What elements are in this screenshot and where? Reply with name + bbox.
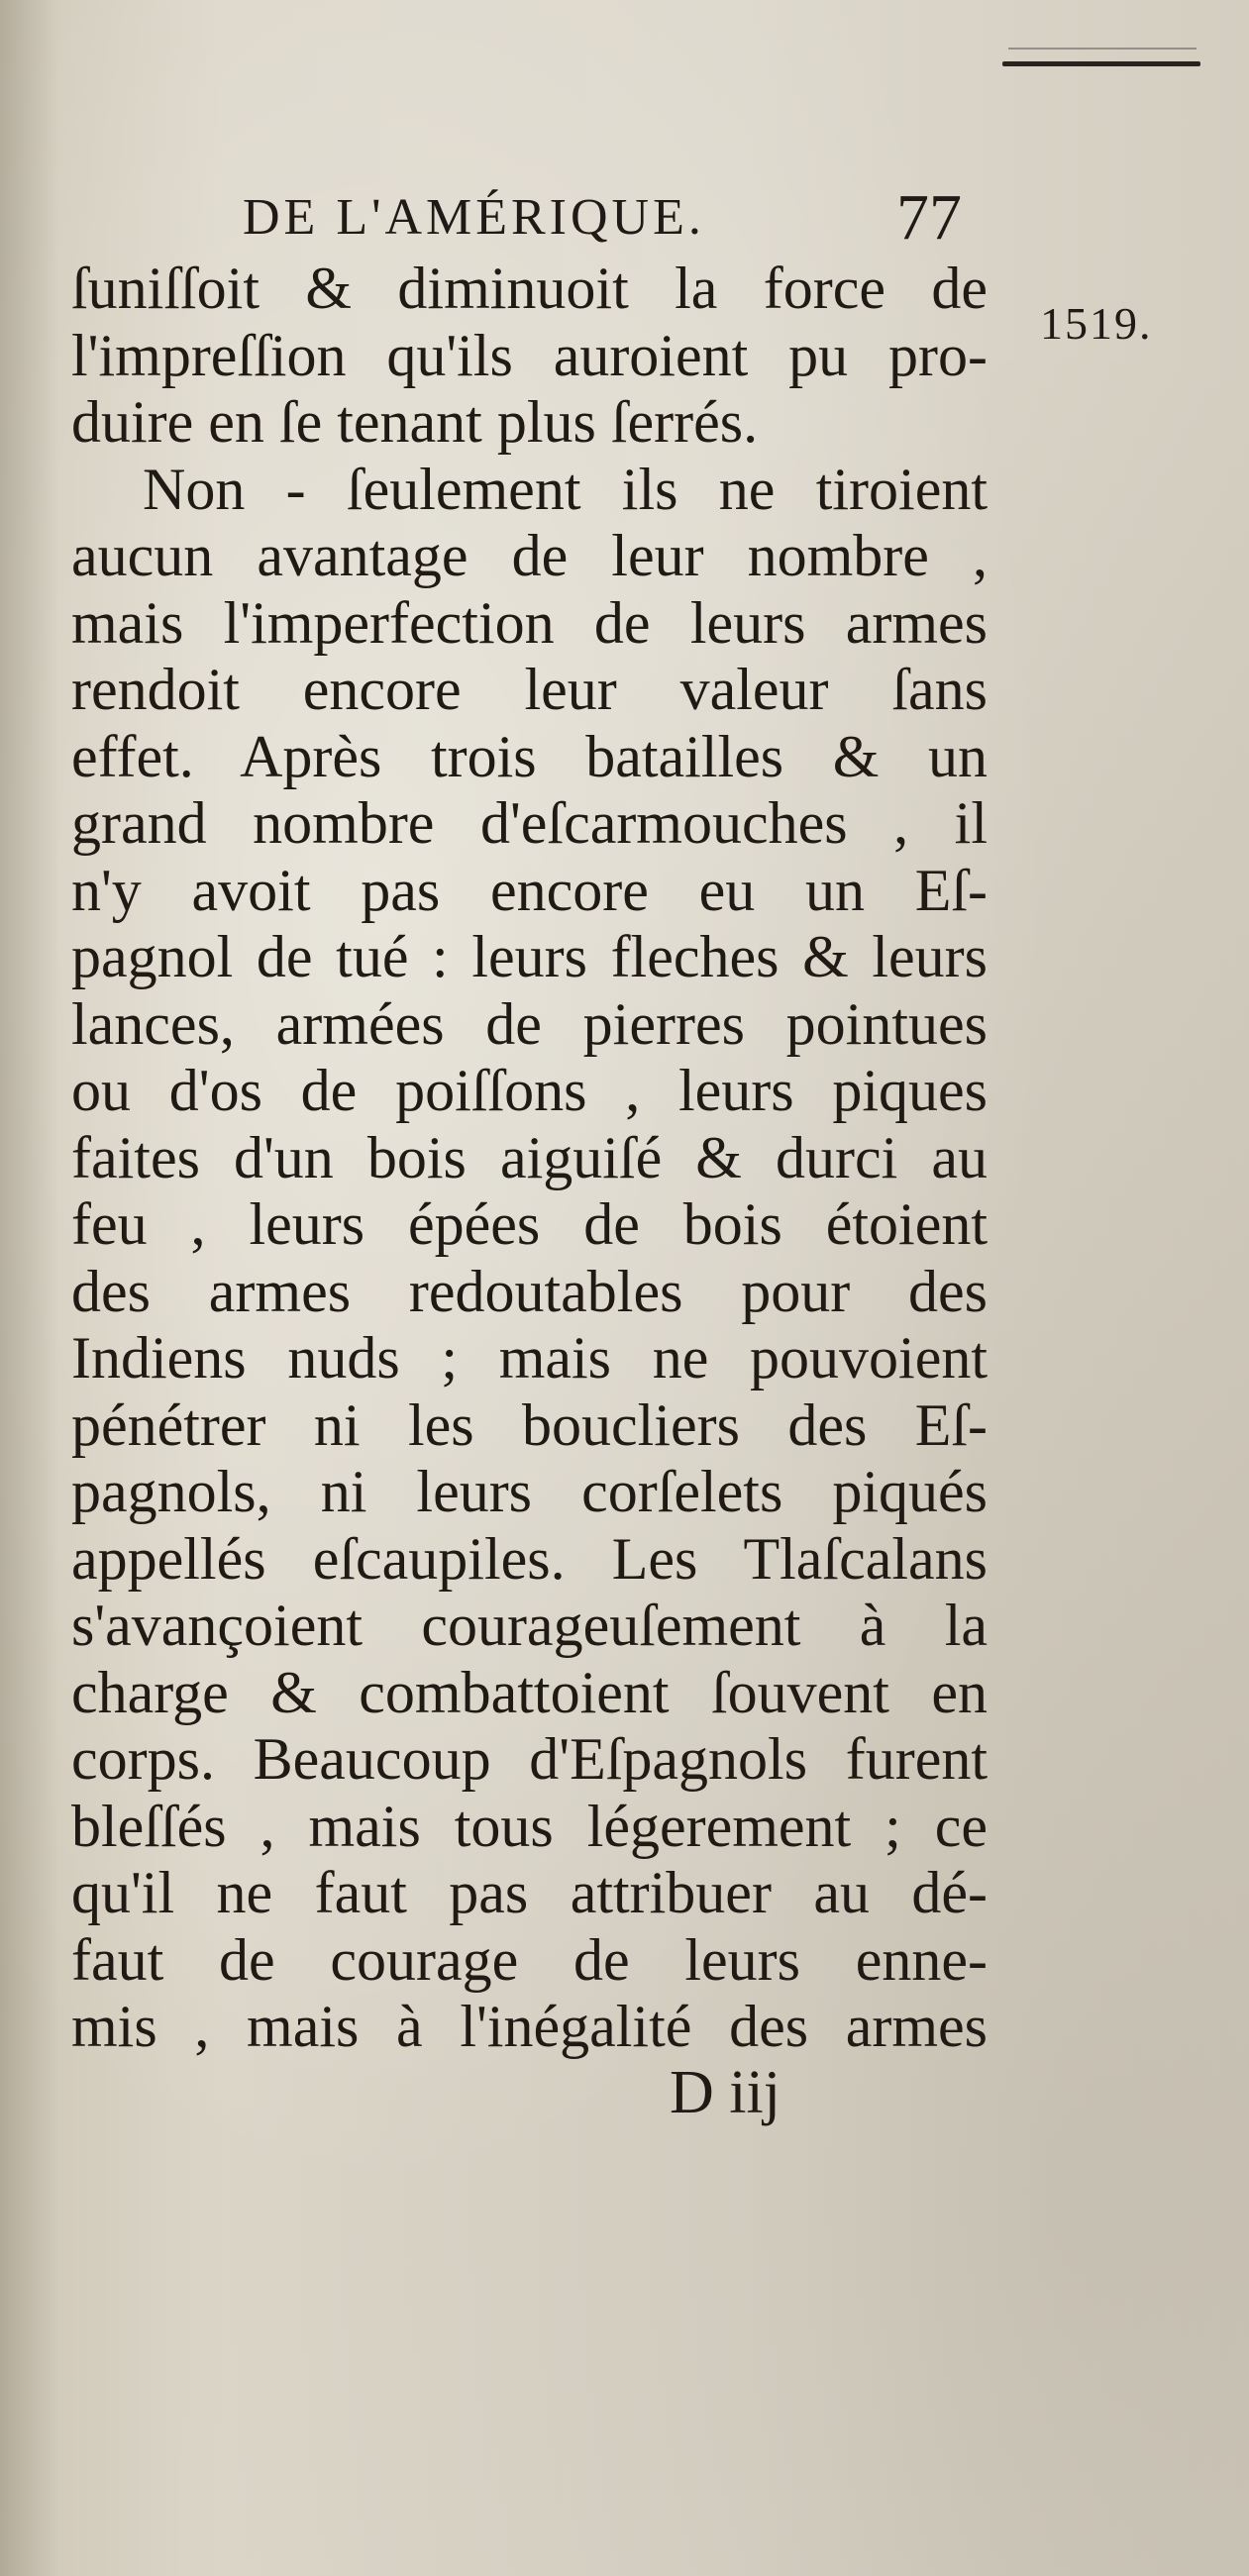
page-number: 77	[896, 181, 962, 254]
text-line: ou d'os de poiſſons , leurs piques	[71, 1058, 988, 1123]
text-line: ſuniſſoit & diminuoit la force de	[71, 256, 988, 321]
text-line: l'impreſſion qu'ils auroient pu pro-	[71, 322, 988, 388]
spine-shadow	[0, 0, 59, 2576]
body-text	[71, 256, 988, 2061]
text-line: grand nombre d'eſcarmouches , il	[71, 790, 988, 856]
margin-year-note: 1519.	[1040, 298, 1153, 349]
text-line: Non - ſeulement ils ne tiroient	[143, 456, 988, 522]
text-line: corps. Beaucoup d'Eſpagnols furent	[71, 1726, 988, 1792]
text-line: n'y avoit pas encore eu un Eſ-	[71, 857, 988, 923]
text-line: lances, armées de pierres pointues	[71, 990, 988, 1057]
margin-rule-thin	[1008, 48, 1197, 50]
text-line: appellés eſcaupiles. Les Tlaſcalans	[71, 1525, 988, 1592]
text-line: feu , leurs épées de bois étoient	[71, 1191, 988, 1257]
text-line: mis , mais à l'inégalité des armes	[71, 1994, 988, 2059]
text-line: faites d'un bois aiguiſé & durci au	[71, 1124, 988, 1190]
text-line: faut de courage de leurs enne-	[71, 1926, 988, 1993]
margin-rule	[1002, 61, 1200, 66]
text-line: bleſſés , mais tous légerement ; ce	[71, 1793, 988, 1859]
page-header	[0, 178, 1249, 258]
text-line: qu'il ne faut pas attribuer au dé-	[71, 1860, 988, 1925]
text-line: pagnols, ni leurs corſelets piqués	[71, 1459, 988, 1524]
text-line: charge & combattoient ſouvent en	[71, 1659, 988, 1725]
text-line: Indiens nuds ; mais ne pouvoient	[71, 1325, 988, 1391]
text-line: des armes redoutables pour des	[71, 1258, 988, 1324]
text-line: aucun avantage de leur nombre ,	[71, 523, 988, 588]
text-line: pénétrer ni les boucliers des Eſ-	[71, 1391, 988, 1458]
running-title: DE L'AMÉRIQUE.	[243, 189, 705, 246]
text-line: s'avançoient courageuſement à la	[71, 1593, 988, 1658]
text-line: rendoit encore leur valeur ſans	[71, 657, 988, 722]
text-line: duire en ſe tenant plus ſerrés.	[71, 389, 759, 455]
text-line: pagnol de tué : leurs fleches & leurs	[71, 924, 988, 989]
signature-mark: D iij	[670, 2059, 781, 2126]
text-line: mais l'imperfection de leurs armes	[71, 589, 988, 656]
text-line: effet. Après trois batailles & un	[71, 723, 988, 789]
